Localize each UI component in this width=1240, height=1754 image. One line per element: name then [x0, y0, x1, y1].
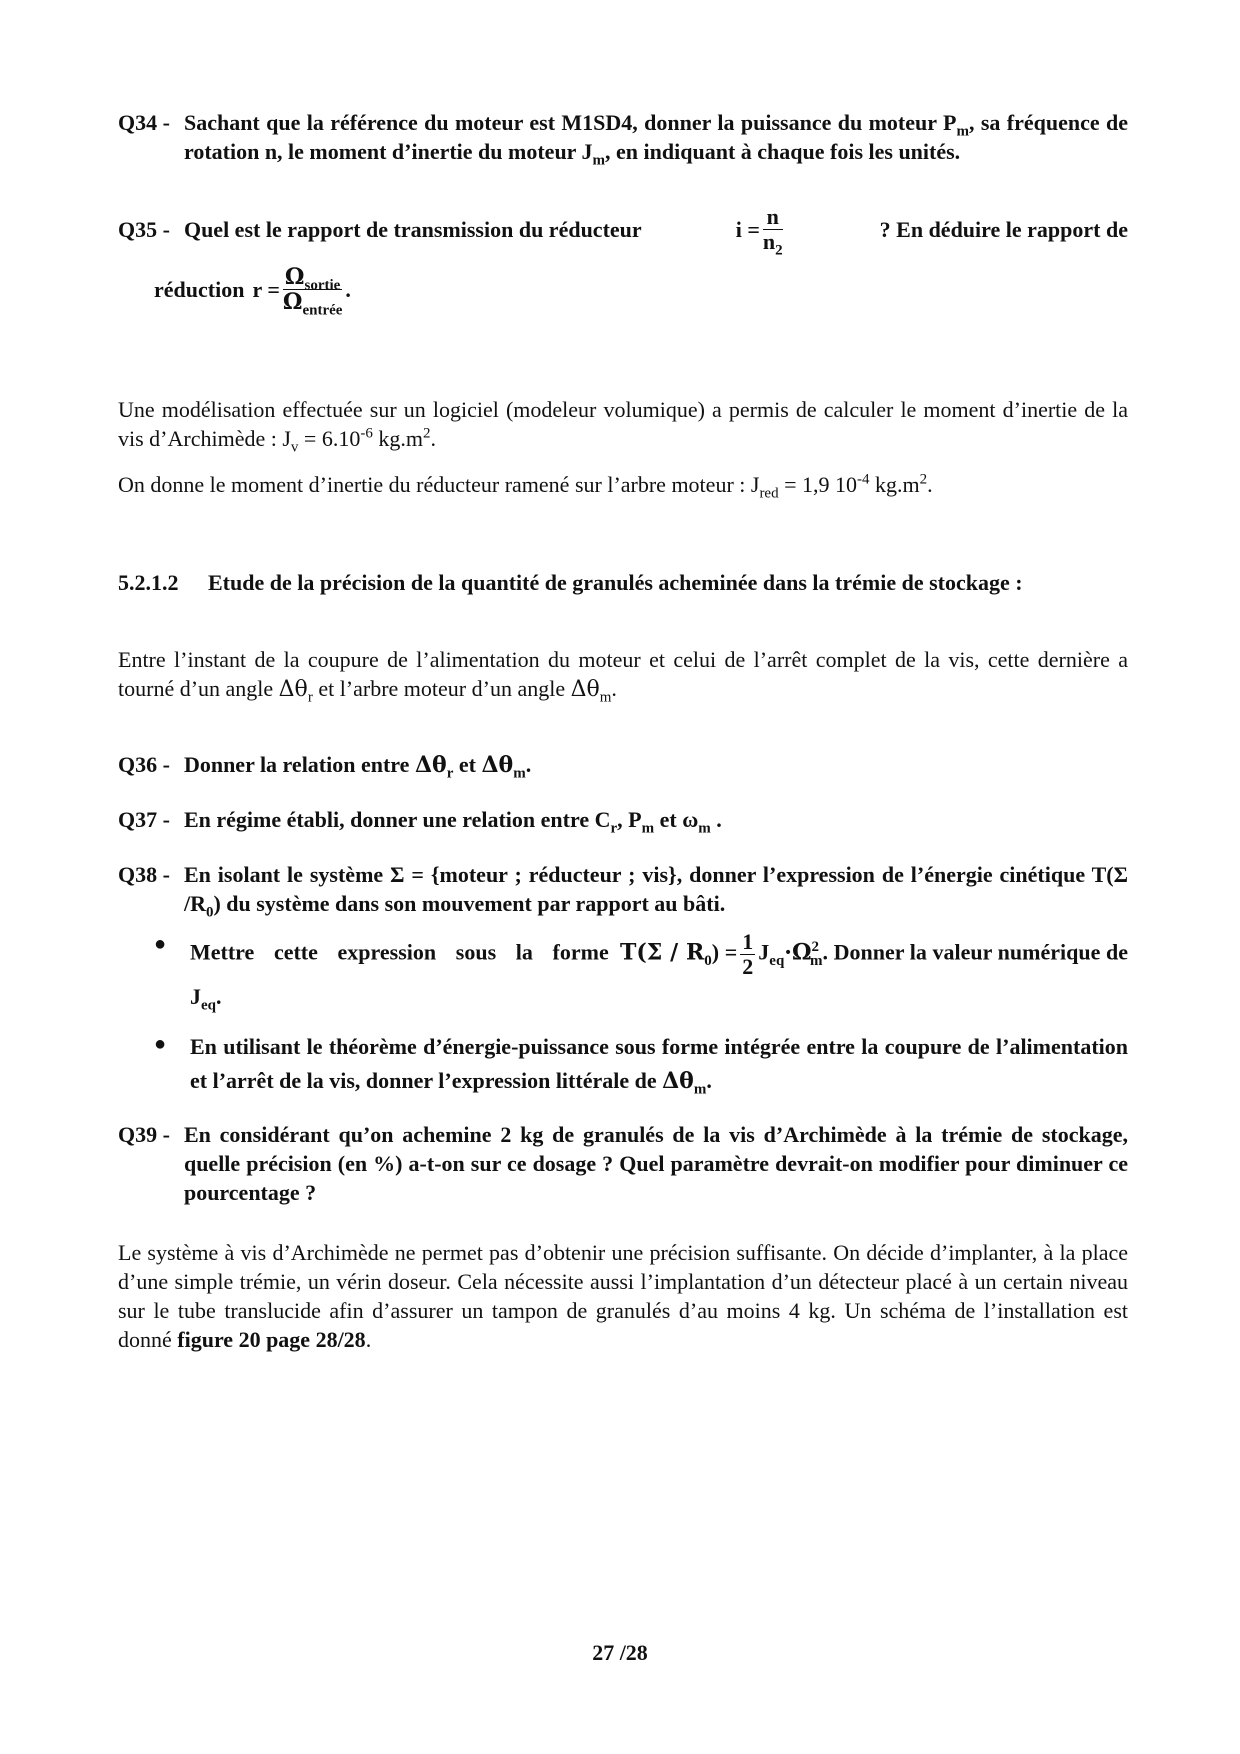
question-number: Q38 -	[118, 862, 170, 887]
paragraph-angles: Entre l’instant de la coupure de l’alimentation du moteur et celui de l’arrêt complet de la vis, cette dernière a tourné d’un angle $\Delta\theta_r$ et l’arbre moteur d’un angle $\Delta\theta_m$.	[118, 647, 1128, 706]
question-number: Q39 -	[118, 1122, 170, 1147]
bullet-icon: ●	[154, 1033, 167, 1055]
section-number: 5.2.1.2	[118, 570, 179, 595]
question-text: Donner la relation entre $\Delta\theta_r$ et $\Delta\theta_m$.	[183, 752, 532, 782]
bullet-text: Mettre cette expression sous la forme $T(\Sigma / R_0)$ = $\frac{1}{2}$ $J_{eq}\cdot\Omega^2_m$. Donner la valeur numérique de $J_{eq}$.	[190, 929, 1128, 1014]
figure-reference: figure 20 page 28/28	[177, 1327, 366, 1352]
question-number: Q37 -	[118, 807, 170, 832]
paragraph-inertia-screw: Une modélisation effectuée sur un logiciel (modeleur volumique) a permis de calculer le moment d’inertie de la vis d’Archimède : $J_v = 6.10^{-6}$ $kg.m^2$.	[118, 397, 1128, 456]
bullet-icon: ●	[154, 933, 167, 955]
question-q36	[118, 750, 1128, 780]
question-text: Sachant que la référence du moteur est M1SD4, donner la puissance du moteur $P_m$, sa fréquence de rotation n, le moment d’inertie du moteur $J_m$, en indiquant à chaque fois les unités.	[183, 110, 1128, 169]
question-q38	[118, 860, 1128, 921]
section-heading	[118, 568, 1128, 597]
question-q39	[118, 1120, 1128, 1207]
transmission-ratio-formula: i = $\frac{n}{n_2}$	[735, 204, 783, 259]
question-q37	[118, 805, 1128, 837]
reduction-ratio-formula: réduction r = $\frac{\Omega_{sortie}}{\Omega_{entrée}}$ .	[154, 264, 351, 319]
paragraph-inertia-reducer: On donne le moment d’inertie du réducteur ramené sur l’arbre moteur : $J_{red} = 1,9$ $10^{-4}$ $kg.m^2$.	[118, 471, 933, 502]
question-text: En considérant qu’on achemine 2 kg de granulés de la vis d’Archimède à la trémie de stockage, quelle précision (en %) a-t-on sur ce dosage ? Quel paramètre devrait-on modifier pour diminuer ce pourcentage ?	[183, 1122, 1128, 1205]
q38-bullet-2	[154, 1030, 1128, 1098]
question-q34	[118, 108, 1128, 169]
section-title: Etude de la précision de la quantité de granulés acheminée dans la trémie de stockage :	[208, 570, 1023, 595]
question-text: Quel est le rapport de transmission du réducteur i = $\frac{n}{n_2}$ ? En déduire le rapport de	[183, 204, 1128, 259]
page-number: 27 /28	[592, 1640, 648, 1665]
paragraph-installation: Le système à vis d’Archimède ne permet pas d’obtenir une précision suffisante. On décide d’implanter, à la place d’une simple trémie, un vérin doseur. Cela nécessite aussi l’implantation d’un détecteur placé à un certain niveau sur le tube translucide afin d’assurer un tampon de granulés d’au moins 4 kg. Un schéma de l’installation est donné figure 20 page 28/28.	[118, 1240, 1128, 1352]
question-text: En isolant le système Σ = {moteur ; réducteur ; vis}, donner l’expression de l’énergie cinétique T(Σ $/R_0$) du système dans son mouvement par rapport au bâti.	[183, 862, 1128, 921]
question-q35	[118, 204, 1128, 259]
question-text: En régime établi, donner une relation entre $C_r$, $P_m$ et $\omega_m$ .	[183, 807, 722, 837]
bullet-text: En utilisant le théorème d’énergie-puissance sous forme intégrée entre la coupure de l’alimentation et l’arrêt de la vis, donner l’expression littérale de $\Delta\theta_m$.	[190, 1034, 1128, 1098]
question-number: Q34 -	[118, 110, 170, 135]
question-number: Q35 -	[118, 217, 170, 242]
q38-bullet-1	[154, 930, 1128, 1015]
question-number: Q36 -	[118, 752, 170, 777]
